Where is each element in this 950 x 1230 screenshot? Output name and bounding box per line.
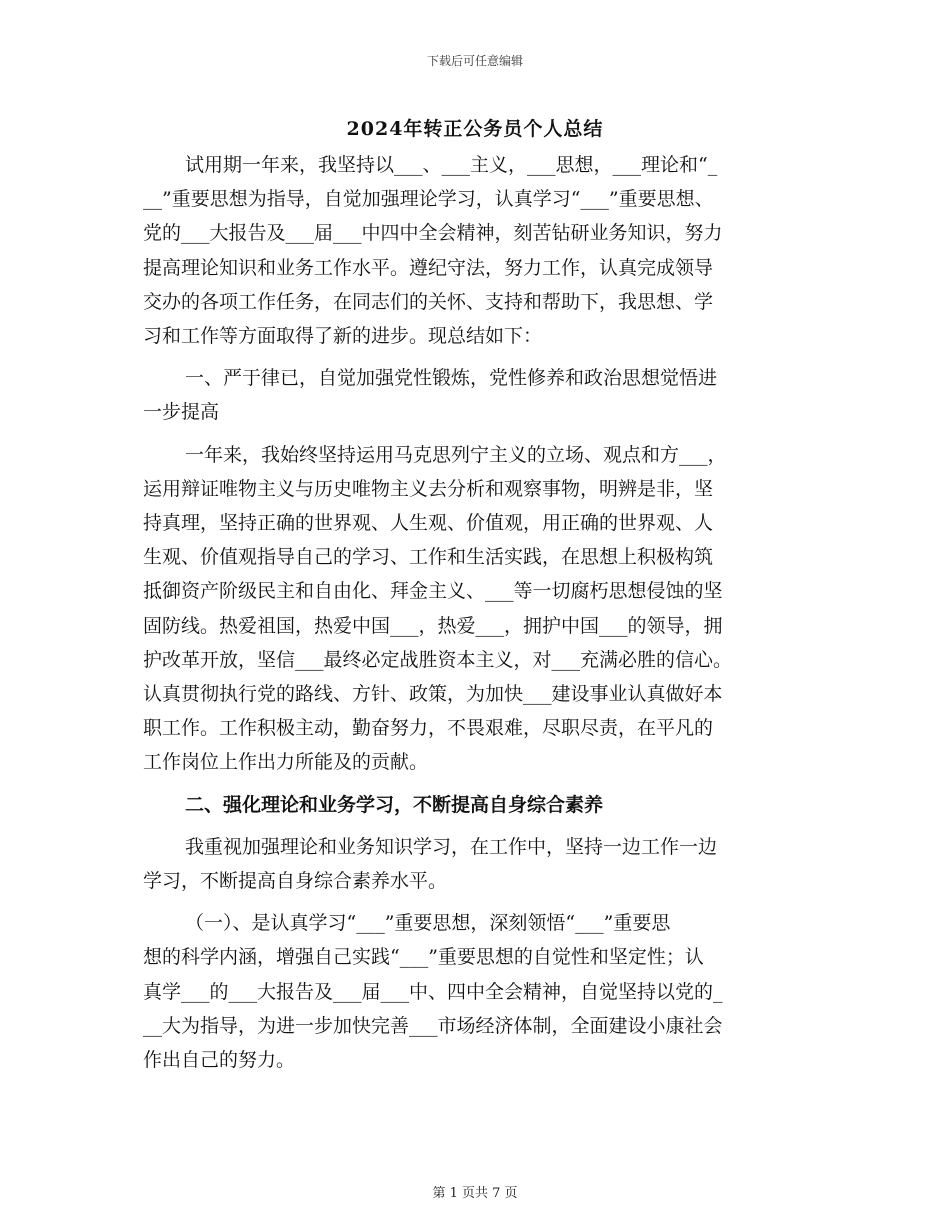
- document-title: 2024年转正公务员个人总结: [346, 118, 604, 140]
- section-heading-1: [143, 361, 813, 429]
- text-line: 真学___的___大报告及___届___中、四中全会精神，自觉坚持以党的_: [143, 980, 723, 1003]
- page-header: 下载后可任意编辑: [426, 54, 523, 68]
- text-line: 固防线。热爱祖国，热爱中国___，热爱___，拥护中国___的领导，拥: [143, 614, 723, 637]
- text-line: __大为指导，为进一步加快完善___市场经济体制，全面建设小康社会: [143, 1014, 723, 1037]
- text-line: 生观、价值观指导自己的学习、工作和生活实践，在思想上积极构筑: [143, 546, 714, 569]
- document-body: [143, 148, 813, 1077]
- text-line: 试用期一年来，我坚持以___、___主义，___思想，___理论和“_: [185, 154, 718, 176]
- text-line: 交办的各项工作任务，在同志们的关怀、支持和帮助下，我思想、学: [143, 290, 714, 313]
- text-line: 职工作。工作积极主动，勤奋努力，不畏艰难，尽职尽责，在平凡的: [143, 717, 714, 740]
- text-line: 党的___大报告及___届___中四中全会精神，刻苦钻研业务知识，努力: [143, 222, 723, 245]
- text-line: 二、强化理论和业务学习，不断提高自身综合素养: [185, 793, 604, 816]
- paragraph-subsection-1: [143, 906, 813, 1077]
- text-line: 抵御资产阶级民主和自由化、拜金主义、___等一切腐朽思想侵蚀的坚: [143, 580, 723, 603]
- text-line: 工作岗位上作出力所能及的贡献。: [143, 751, 429, 774]
- text-line: __”重要思想为指导，自觉加强理论学习，认真学习“___”重要思想、: [143, 188, 714, 211]
- text-line: 一、严于律已，自觉加强党性锻炼，党性修养和政治思想觉悟进: [185, 367, 718, 390]
- text-line: 作出自己的努力。: [143, 1049, 296, 1072]
- text-line: 学习，不断提高自身综合素养水平。: [143, 870, 448, 893]
- paragraph-section-1: [143, 438, 813, 780]
- text-line: 持真理，坚持正确的世界观、人生观、价值观，用正确的世界观、人: [143, 512, 714, 535]
- page-footer: 第 1 页共 7 页: [432, 1186, 518, 1201]
- text-line: 一年来，我始终坚持运用马克思列宁主义的立场、观点和方___，: [185, 443, 727, 466]
- text-line: 习和工作等方面取得了新的进步。现总结如下：: [143, 325, 543, 348]
- text-line: 提高理论知识和业务工作水平。遵纪守法，努力工作，认真完成领导: [143, 256, 714, 279]
- text-line: 想的科学内涵，增强自己实践“___”重要思想的自觉性和坚定性；认: [143, 946, 704, 969]
- text-line: 认真贯彻执行党的路线、方针、政策，为加快___建设事业认真做好本: [143, 683, 723, 706]
- text-line: 运用辩证唯物主义与历史唯物主义去分析和观察事物，明辨是非，坚: [143, 477, 714, 500]
- paragraph-intro: [143, 148, 813, 353]
- text-line: 护改革开放，坚信___最终必定战胜资本主义，对___充满必胜的信心。: [143, 648, 733, 671]
- section-heading-2: [143, 788, 813, 822]
- text-line: 一步提高: [143, 401, 220, 424]
- text-line: 我重视加强理论和业务知识学习，在工作中，坚持一边工作一边: [185, 835, 718, 858]
- text-line: （一）、是认真学习“___”重要思想，深刻领悟“___”重要思: [185, 912, 671, 935]
- paragraph-section-2: [143, 830, 813, 898]
